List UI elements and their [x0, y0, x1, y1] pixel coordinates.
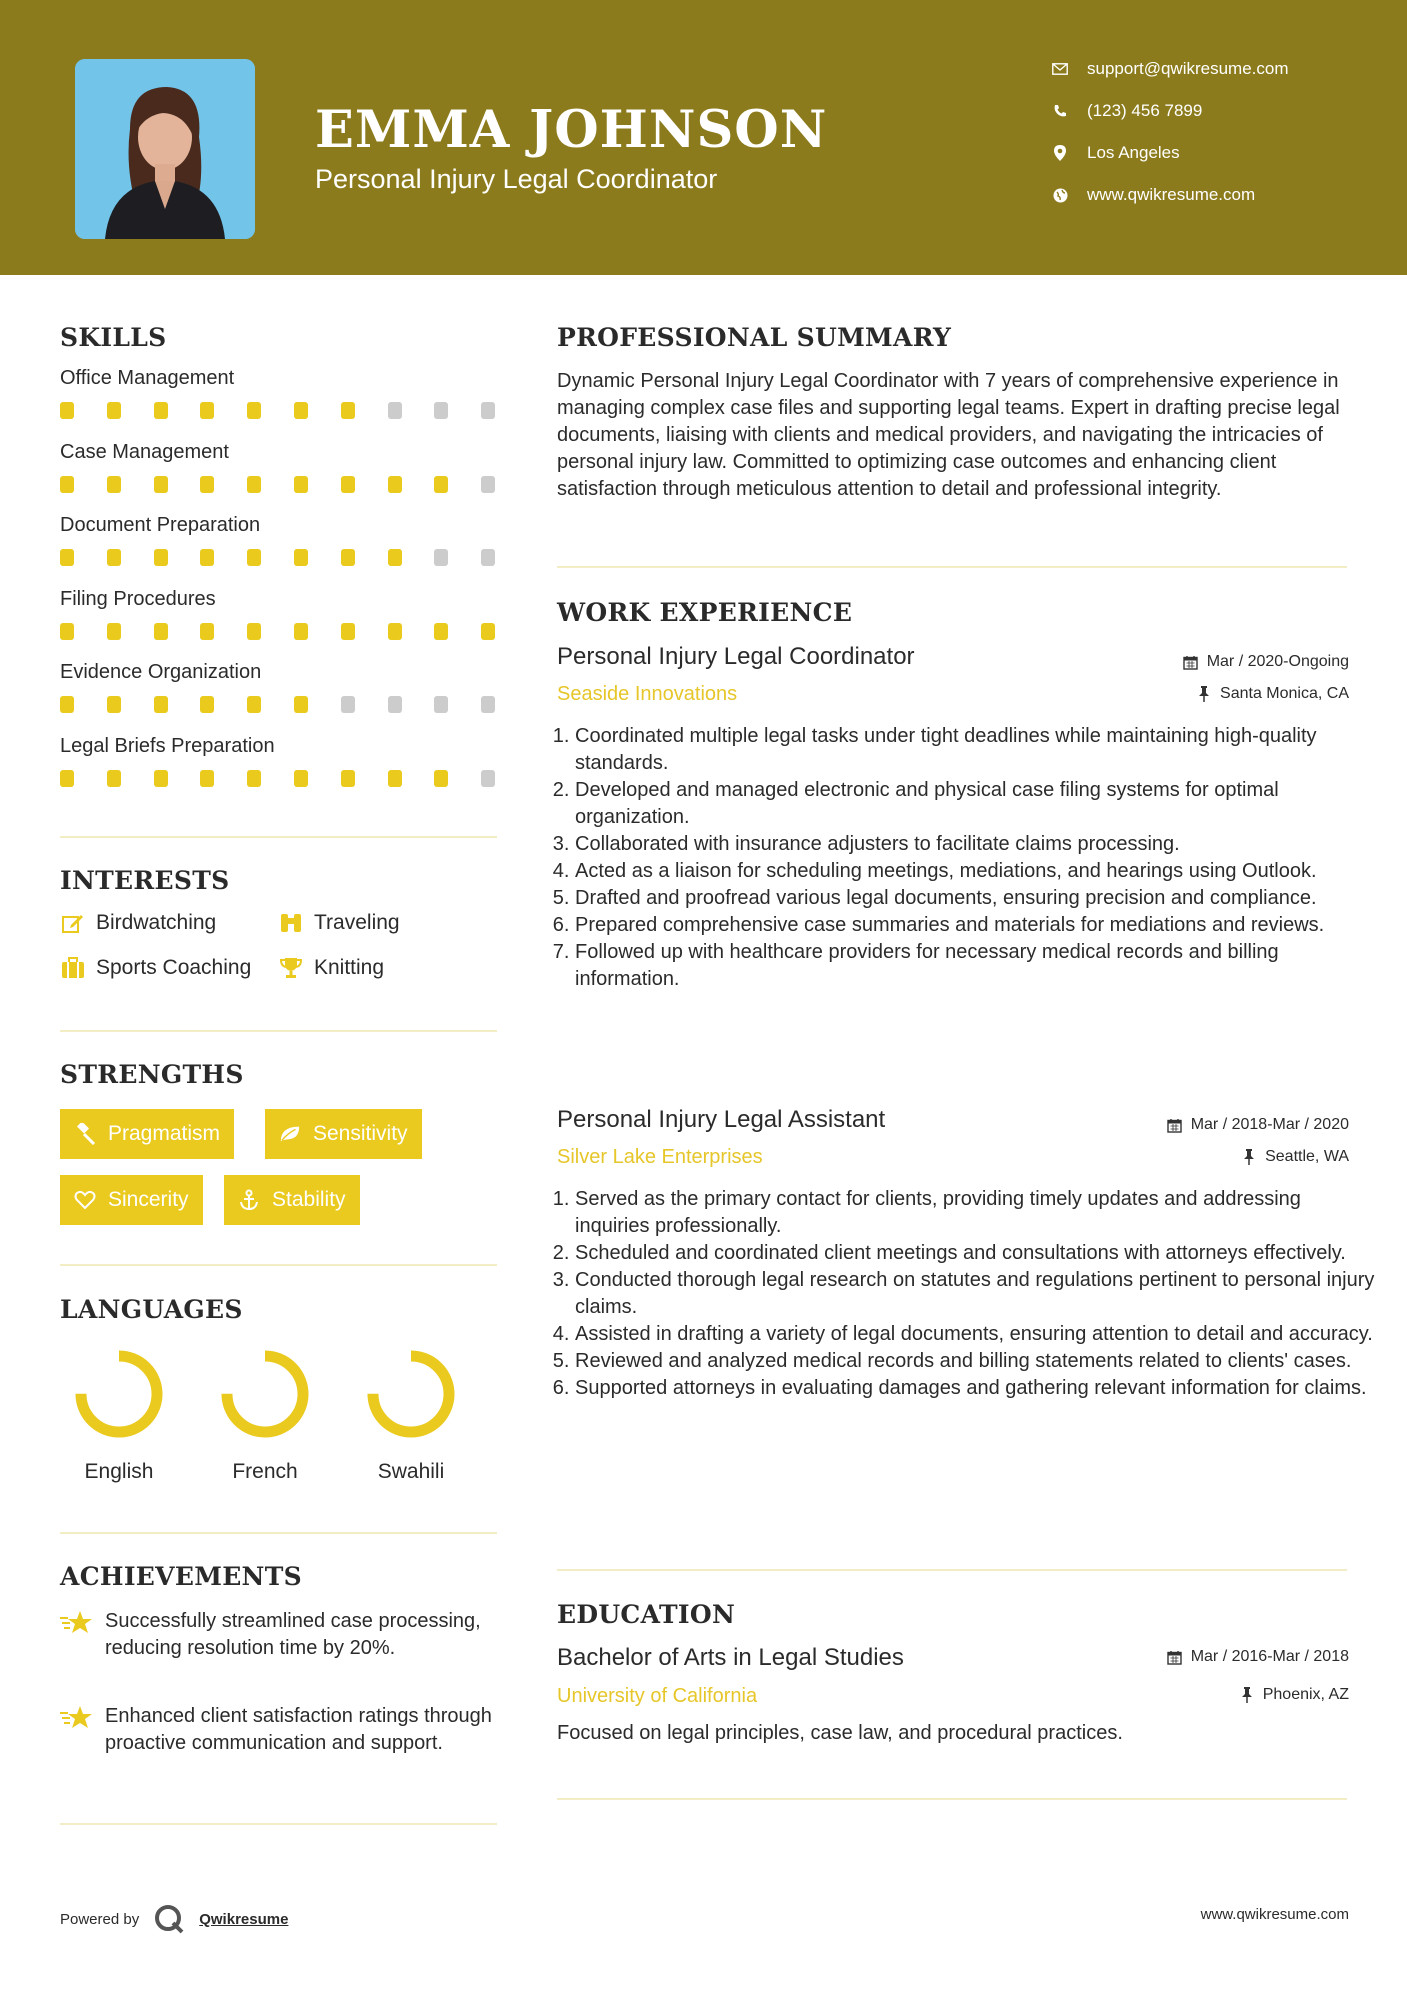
skill-item [60, 661, 500, 684]
interest-label: Traveling [314, 911, 400, 934]
education-description: Focused on legal principles, case law, and procedural practices. [557, 1722, 1123, 1744]
rating-dot-empty [481, 696, 495, 713]
envelope-icon [1050, 59, 1070, 79]
rating-dot-filled [294, 770, 308, 787]
skill-label: Legal Briefs Preparation [60, 734, 275, 757]
summary-heading: PROFESSIONAL SUMMARY [557, 323, 952, 352]
suitcase-icon [60, 956, 86, 980]
skill-rating [60, 402, 500, 418]
pencil-square-icon [60, 911, 86, 935]
job-duties-list [557, 723, 1375, 993]
rating-dot-filled [247, 770, 261, 787]
globe-icon [1050, 185, 1070, 205]
duty-item: 1. Served as the primary contact for clients, providing timely updates and addressing inquiries professionally. [575, 1186, 1375, 1240]
language-item [356, 1348, 466, 1484]
language-label: Swahili [377, 1460, 445, 1483]
interest-label: Knitting [314, 956, 385, 979]
contact-email-text: support@qwikresume.com [1087, 59, 1289, 78]
rating-dot-empty [481, 770, 495, 787]
profile-photo [75, 59, 255, 239]
strength-tag [60, 1109, 234, 1159]
duty-item: 4. Acted as a liaison for scheduling meetings, mediations, and hearings using Outlook. [575, 858, 1375, 885]
education-dates-text: Mar / 2016-Mar / 2018 [1190, 1648, 1349, 1665]
skill-label: Case Management [60, 440, 229, 463]
calendar-icon [1167, 1649, 1183, 1665]
rating-dot-empty [481, 549, 495, 566]
job-location-text: Seattle, WA [1265, 1148, 1349, 1165]
rating-dot-filled [60, 770, 74, 787]
rating-dot-filled [154, 770, 168, 787]
section-divider [60, 1823, 497, 1825]
leaf-icon [279, 1123, 301, 1145]
skill-rating [60, 549, 500, 565]
rating-dot-filled [294, 402, 308, 419]
duty-item: 2. Scheduled and coordinated client meetings and consultations with attorneys effectively. [575, 1240, 1375, 1267]
job-location [1196, 685, 1349, 703]
skill-rating [60, 476, 500, 492]
strength-label: Pragmatism [108, 1122, 221, 1145]
rating-dot-filled [200, 696, 214, 713]
strength-label: Sensitivity [313, 1122, 408, 1145]
contact-website[interactable] [1050, 180, 1370, 210]
rating-dot-filled [200, 770, 214, 787]
rating-dot-filled [107, 770, 121, 787]
experience-heading: WORK EXPERIENCE [557, 598, 853, 627]
rating-dot-filled [200, 476, 214, 493]
rating-dot-empty [481, 402, 495, 419]
job-location [1241, 1148, 1349, 1166]
skill-label: Evidence Organization [60, 661, 262, 683]
rating-dot-filled [107, 623, 121, 640]
strength-tag [60, 1175, 203, 1225]
rating-dot-filled [107, 696, 121, 713]
candidate-name: EMMA JOHNSON [315, 100, 828, 160]
degree-title: Bachelor of Arts in Legal Studies [557, 1644, 904, 1671]
rating-dot-filled [107, 476, 121, 493]
education-location [1239, 1686, 1349, 1704]
rating-dot-filled [154, 476, 168, 493]
duty-item: 5. Drafted and proofread various legal documents, ensuring precision and compliance. [575, 885, 1375, 912]
section-divider [60, 1030, 497, 1032]
rating-dot-filled [60, 476, 74, 493]
gavel-icon [74, 1123, 96, 1145]
qwikresume-logo-icon [153, 1903, 185, 1935]
section-divider [60, 1264, 497, 1266]
rating-dot-filled [247, 549, 261, 566]
duty-item: 3. Conducted thorough legal research on statutes and regulations pertinent to personal injury claims. [575, 1267, 1375, 1321]
section-divider [557, 1569, 1347, 1571]
rating-dot-filled [60, 696, 74, 713]
skill-rating [60, 770, 500, 786]
rating-dot-filled [434, 770, 448, 787]
duty-item: 6. Prepared comprehensive case summaries and materials for mediations and reviews. [575, 912, 1375, 939]
rating-dot-filled [247, 696, 261, 713]
anchor-icon [238, 1189, 260, 1211]
pushpin-icon [1196, 686, 1212, 702]
languages-heading: LANGUAGES [60, 1295, 243, 1324]
rating-dot-filled [200, 402, 214, 419]
rating-dot-filled [107, 549, 121, 566]
job-duties-list [557, 1186, 1375, 1402]
language-label: English [84, 1460, 154, 1483]
rating-dot-filled [341, 770, 355, 787]
rating-dot-filled [294, 549, 308, 566]
summary-text: Dynamic Personal Injury Legal Coordinator with 7 years of comprehensive experience in managing complex case files and supporting legal teams. Expert in drafting precise legal documents, liaising with clients and medical providers, and navigating the intricacies of personal injury law. Committed to optimizing case outcomes and enhancing client satisfaction through meticulous attention to detail and professional integrity. [557, 370, 1340, 500]
interest-item [60, 956, 251, 980]
rating-dot-filled [294, 476, 308, 493]
contact-location [1050, 138, 1370, 168]
achievement-text: Enhanced client satisfaction ratings through proactive communication and support. [105, 1705, 492, 1754]
footer-website[interactable]: www.qwikresume.com [1200, 1906, 1349, 1923]
language-item [64, 1348, 174, 1484]
rating-dot-filled [247, 402, 261, 419]
interest-label: Birdwatching [96, 911, 217, 934]
job-title: Personal Injury Legal Assistant [557, 1106, 886, 1133]
pushpin-icon [1239, 1687, 1255, 1703]
job-dates [1167, 1116, 1349, 1134]
rating-dot-filled [200, 549, 214, 566]
rating-dot-filled [481, 623, 495, 640]
skill-item [60, 367, 500, 390]
strength-tag [224, 1175, 360, 1225]
rating-dot-filled [200, 623, 214, 640]
rating-dot-filled [154, 696, 168, 713]
achievement-text: Successfully streamlined case processing, reducing resolution time by 20%. [105, 1610, 481, 1659]
school-name: University of California [557, 1685, 758, 1707]
rating-dot-filled [434, 476, 448, 493]
skill-rating [60, 623, 500, 639]
section-divider [557, 566, 1347, 568]
pushpin-icon [1241, 1149, 1257, 1165]
duty-item: 6. Supported attorneys in evaluating damages and gathering relevant information for claims. [575, 1375, 1375, 1402]
rating-dot-empty [388, 402, 402, 419]
language-level-gauge [73, 1348, 165, 1440]
rating-dot-filled [154, 623, 168, 640]
rating-dot-filled [341, 549, 355, 566]
strength-label: Stability [272, 1188, 346, 1211]
education-dates [1167, 1648, 1349, 1666]
company-name: Silver Lake Enterprises [557, 1146, 763, 1168]
rating-dot-filled [434, 623, 448, 640]
rating-dot-filled [154, 549, 168, 566]
rating-dot-filled [247, 476, 261, 493]
duty-item: 3. Collaborated with insurance adjusters to facilitate claims processing. [575, 831, 1375, 858]
skill-label: Document Preparation [60, 514, 261, 536]
binoculars-icon [278, 911, 304, 935]
job-dates-text: Mar / 2020-Ongoing [1206, 653, 1349, 670]
footer-powered-by [60, 1903, 288, 1935]
skill-item [60, 514, 500, 537]
duty-item: 7. Followed up with healthcare providers for necessary medical records and billing information. [575, 939, 1375, 993]
trophy-icon [278, 956, 304, 980]
contact-email[interactable] [1050, 54, 1370, 84]
location-pin-icon [1050, 143, 1070, 163]
rating-dot-empty [481, 476, 495, 493]
company-name: Seaside Innovations [557, 683, 738, 705]
star-icon [60, 1705, 94, 1731]
rating-dot-filled [294, 623, 308, 640]
rating-dot-filled [388, 476, 402, 493]
duty-item: 1. Coordinated multiple legal tasks under tight deadlines while maintaining high-quality standards. [575, 723, 1375, 777]
rating-dot-filled [388, 623, 402, 640]
skill-item [60, 735, 500, 758]
rating-dot-filled [388, 549, 402, 566]
duty-item: 4. Assisted in drafting a variety of legal documents, ensuring attention to detail and accuracy. [575, 1321, 1375, 1348]
phone-icon [1050, 101, 1070, 121]
language-label: French [232, 1460, 298, 1483]
interests-heading: INTERESTS [60, 866, 230, 895]
language-level-gauge [365, 1348, 457, 1440]
job-title: Personal Injury Legal Coordinator [557, 643, 915, 670]
contact-phone-text: (123) 456 7899 [1087, 101, 1203, 120]
calendar-icon [1183, 654, 1199, 670]
contact-location-text: Los Angeles [1087, 143, 1180, 162]
job-location-text: Santa Monica, CA [1220, 685, 1349, 702]
rating-dot-empty [434, 696, 448, 713]
rating-dot-filled [341, 476, 355, 493]
language-level-gauge [219, 1348, 311, 1440]
contact-phone[interactable] [1050, 96, 1370, 126]
rating-dot-filled [294, 696, 308, 713]
star-icon [60, 1610, 94, 1636]
rating-dot-filled [60, 623, 74, 640]
section-divider [557, 1798, 1347, 1800]
skill-item [60, 588, 500, 611]
skill-label: Office Management [60, 367, 235, 389]
job-dates [1183, 653, 1349, 671]
job-dates-text: Mar / 2018-Mar / 2020 [1190, 1116, 1349, 1133]
skill-label: Filing Procedures [60, 587, 216, 610]
brand-link[interactable]: Qwikresume [199, 1910, 289, 1928]
strength-tag [265, 1109, 422, 1159]
strengths-heading: STRENGTHS [60, 1060, 244, 1089]
powered-by-text: Powered by [60, 1910, 140, 1928]
calendar-icon [1167, 1117, 1183, 1133]
rating-dot-empty [388, 696, 402, 713]
rating-dot-filled [60, 402, 74, 419]
header-banner [0, 0, 1407, 275]
rating-dot-empty [434, 402, 448, 419]
interest-item [278, 911, 400, 935]
rating-dot-filled [388, 770, 402, 787]
section-divider [60, 1532, 497, 1534]
achievements-heading: ACHIEVEMENTS [60, 1562, 302, 1591]
interest-item [60, 911, 216, 935]
skills-heading: SKILLS [60, 323, 167, 352]
rating-dot-empty [341, 696, 355, 713]
rating-dot-filled [247, 623, 261, 640]
rating-dot-filled [341, 402, 355, 419]
education-location-text: Phoenix, AZ [1262, 1686, 1349, 1703]
education-heading: EDUCATION [557, 1600, 736, 1629]
skill-rating [60, 696, 500, 712]
contact-website-text: www.qwikresume.com [1087, 185, 1256, 204]
rating-dot-filled [154, 402, 168, 419]
duty-item: 2. Developed and managed electronic and physical case filing systems for optimal organization. [575, 777, 1375, 831]
rating-dot-filled [60, 549, 74, 566]
heart-icon [74, 1189, 96, 1211]
rating-dot-filled [341, 623, 355, 640]
strength-label: Sincerity [108, 1188, 189, 1211]
skill-item [60, 441, 500, 464]
duty-item: 5. Reviewed and analyzed medical records and billing statements related to clients' cases. [575, 1348, 1375, 1375]
rating-dot-filled [107, 402, 121, 419]
rating-dot-empty [434, 549, 448, 566]
interest-item [278, 956, 384, 980]
language-item [210, 1348, 320, 1484]
section-divider [60, 836, 497, 838]
candidate-title: Personal Injury Legal Coordinator [315, 164, 718, 194]
interest-label: Sports Coaching [96, 956, 252, 979]
